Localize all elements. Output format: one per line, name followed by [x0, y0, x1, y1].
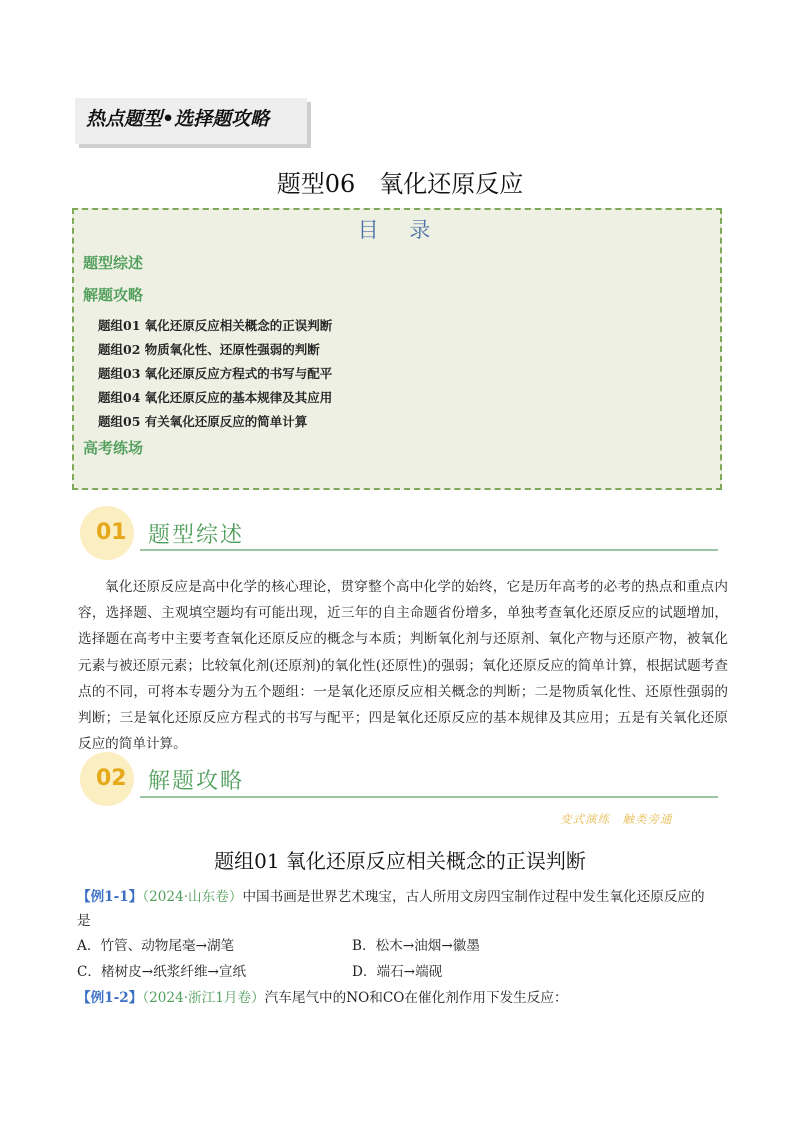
section-divider [140, 796, 718, 798]
banner-text: 热点题型•选择题攻略 [86, 108, 270, 130]
example-tag: 【例1-2】 [77, 990, 143, 1006]
toc-title: 目 录 [357, 218, 443, 242]
group-title: 题组01 氧化还原反应相关概念的正误判断 [214, 849, 586, 873]
page-title: 题型06 氧化还原反应 [276, 170, 524, 198]
example-tag: 【例1-1】 [77, 889, 143, 905]
option-a[interactable]: A．竹管、动物尾毫→湖笔 [77, 938, 235, 954]
toc-link-strategy[interactable]: 解题攻略 [83, 286, 144, 304]
example-stem: 在催化剂作用下发生反应： [404, 990, 568, 1006]
section-divider [140, 549, 718, 551]
toc-item[interactable]: 题组01 氧化还原反应相关概念的正误判断 [98, 318, 333, 333]
toc-item[interactable]: 题组03 氧化还原反应方程式的书写与配平 [98, 366, 333, 381]
slogan: 变式演练 触类旁通 [560, 812, 673, 826]
option-c[interactable]: C．楮树皮→纸浆纤维→宣纸 [77, 964, 247, 980]
section-number: 02 [96, 766, 127, 791]
toc-item[interactable]: 题组02 物质氧化性、还原性强弱的判断 [98, 342, 320, 357]
formula-co: CO [382, 990, 405, 1006]
toc-item[interactable]: 题组05 有关氧化还原反应的简单计算 [98, 414, 308, 429]
toc-link-practice[interactable]: 高考练场 [83, 439, 144, 457]
example-stem: 中国书画是世界艺术瑰宝，古人所用文房四宝制作过程中发生氧化还原反应的 [242, 889, 705, 905]
formula-no: NO [346, 990, 370, 1006]
option-d[interactable]: D．端石→端砚 [352, 964, 443, 980]
section-number: 01 [96, 520, 127, 545]
overview-paragraph: 氧化还原反应是高中化学的核心理论，贯穿整个高中化学的始终，它是历年高考的必考的热点和重点内容，选择题、主观填空题均有可能出现，近三年的自主命题省份增多，单独考查氧化还原反应的试题增加，选择题在高考中主要考查氧化还原反应的概念与本质；判断氧化剂与还原剂、氧化产物与还原产物，被氧化元素与被还原元素；比较氧化剂(还原剂)的氧化性(还原性)的强弱；氧化还原反应的简单计算，根据试题考查点的不同，可将本专题分为五个题组：一是氧化还原反应相关概念的判断；二是物质氧化性、还原性强弱的判断；三是氧化还原反应方程式的书写与配平；四是氧化还原反应的基本规律及其应用；五是有关氧化还原反应的简单计算。 [78, 579, 728, 753]
example-source: （2024·浙江1月卷） [142, 990, 265, 1006]
example-source: （2024·山东卷） [142, 889, 243, 905]
toc-link-overview[interactable]: 题型综述 [83, 254, 144, 272]
example-stem: 和 [369, 990, 383, 1006]
example-question [77, 885, 705, 905]
example-stem-continued: 是 [77, 913, 91, 929]
toc-item[interactable]: 题组04 氧化还原反应的基本规律及其应用 [98, 390, 333, 405]
section-title: 解题攻略 [148, 769, 245, 794]
section-title: 题型综述 [148, 523, 245, 548]
option-b[interactable]: B．松木→油烟→徽墨 [352, 938, 480, 954]
example-question [77, 986, 568, 1006]
example-stem: 汽车尾气中的 [264, 990, 347, 1006]
